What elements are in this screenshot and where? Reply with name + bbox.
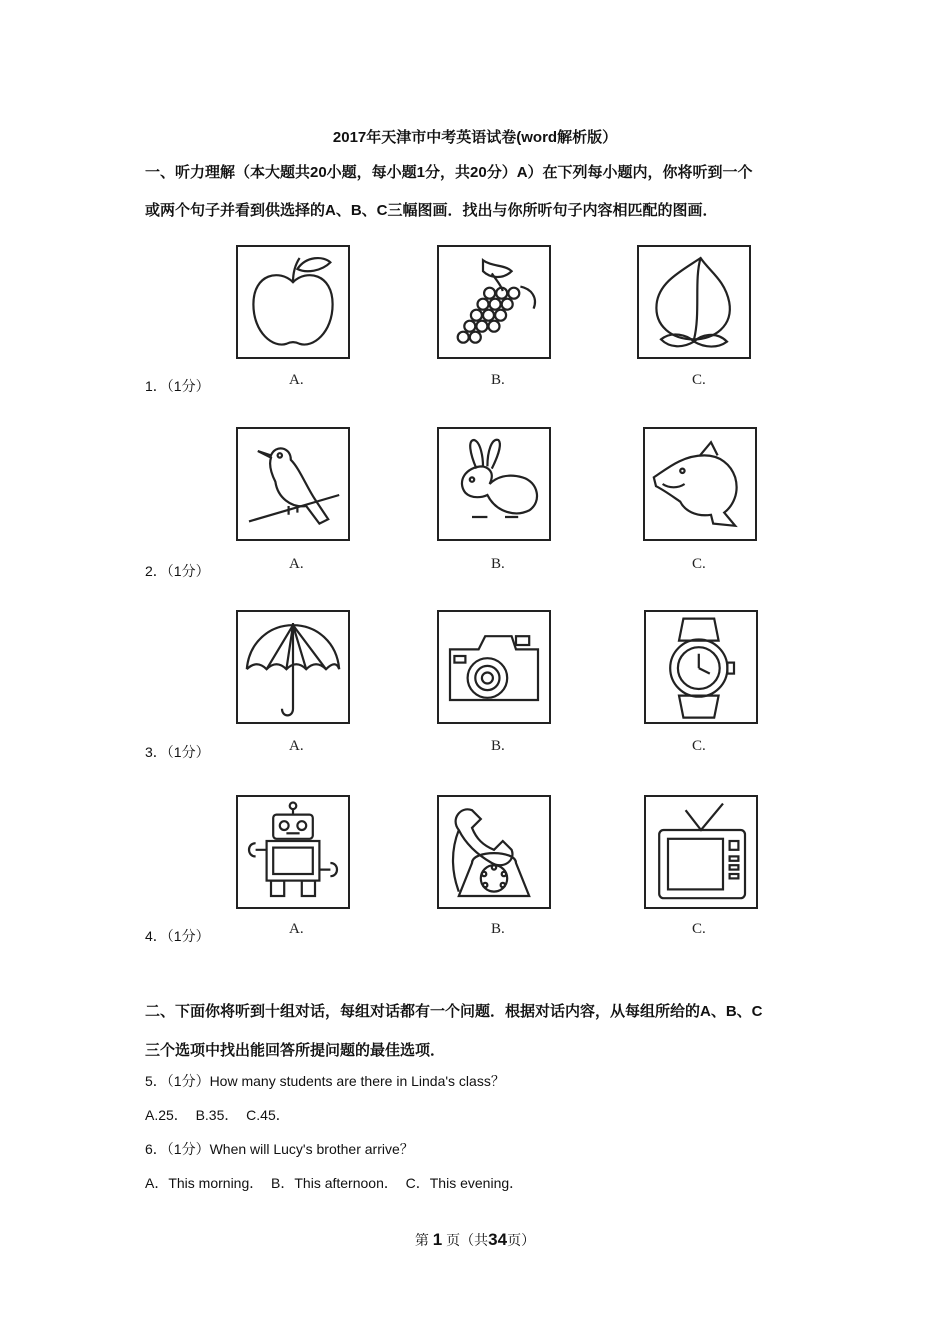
option-label-b: B. bbox=[491, 738, 505, 754]
section2-instructions-line2: 三个选项中找出能回答所提问题的最佳选项． bbox=[145, 1042, 446, 1059]
option-label-b: B. bbox=[491, 556, 505, 572]
footer-suffix: 页） bbox=[507, 1232, 536, 1248]
option-label-c: C. bbox=[692, 372, 706, 388]
question-label: 4．（1分） bbox=[145, 928, 210, 944]
footer-prefix: 第 bbox=[414, 1232, 429, 1248]
question-label: 3．（1分） bbox=[145, 744, 210, 760]
telephone-icon bbox=[437, 795, 551, 909]
grapes-icon bbox=[437, 245, 551, 359]
option-label-b: B. bbox=[491, 372, 505, 388]
bird-icon bbox=[236, 427, 350, 541]
question-options: A．This morning． B．This afternoon． C．This evening． bbox=[145, 1175, 524, 1191]
option-label-a: A. bbox=[289, 556, 304, 572]
page-footer bbox=[0, 1230, 950, 1250]
option-label-c: C. bbox=[692, 921, 706, 937]
section2-instructions-line1: 二、下面你将听到十组对话，每组对话都有一个问题．根据对话内容，从每组所给的A、B、C bbox=[145, 1003, 763, 1020]
question-label: 2．（1分） bbox=[145, 563, 210, 579]
footer-total-pages: 34 bbox=[488, 1230, 508, 1249]
option-label-a: A. bbox=[289, 921, 304, 937]
footer-page-number: 1 bbox=[432, 1230, 443, 1249]
option-label-b: B. bbox=[491, 921, 505, 937]
document-title: 2017年天津市中考英语试卷(word解析版） bbox=[332, 129, 618, 146]
peach-icon bbox=[637, 245, 751, 359]
question-text: 6．（1分）When will Lucy's brother arrive？ bbox=[145, 1141, 414, 1157]
robot-icon bbox=[236, 795, 350, 909]
question-text: 5．（1分）How many students are there in Linda's class？ bbox=[145, 1073, 505, 1089]
camera-icon bbox=[437, 610, 551, 724]
option-label-a: A. bbox=[289, 372, 304, 388]
rabbit-icon bbox=[437, 427, 551, 541]
option-label-c: C. bbox=[692, 738, 706, 754]
option-label-c: C. bbox=[692, 556, 706, 572]
option-label-a: A. bbox=[289, 738, 304, 754]
umbrella-icon bbox=[236, 610, 350, 724]
section1-instructions-line2: 或两个句子并看到供选择的A、B、C三幅图画．找出与你所听句子内容相匹配的图画． bbox=[145, 202, 718, 219]
question-options: A.25． B.35． C.45． bbox=[145, 1107, 290, 1123]
apple-icon bbox=[236, 245, 350, 359]
tv-icon bbox=[644, 795, 758, 909]
watch-icon bbox=[644, 610, 758, 724]
footer-middle: 页（共 bbox=[446, 1232, 489, 1248]
section1-instructions-line1: 一、听力理解（本大题共20小题，每小题1分，共20分）A）在下列每小题内，你将听到一个 bbox=[145, 164, 753, 181]
question-label: 1．（1分） bbox=[145, 378, 210, 394]
dolphin-icon bbox=[643, 427, 757, 541]
